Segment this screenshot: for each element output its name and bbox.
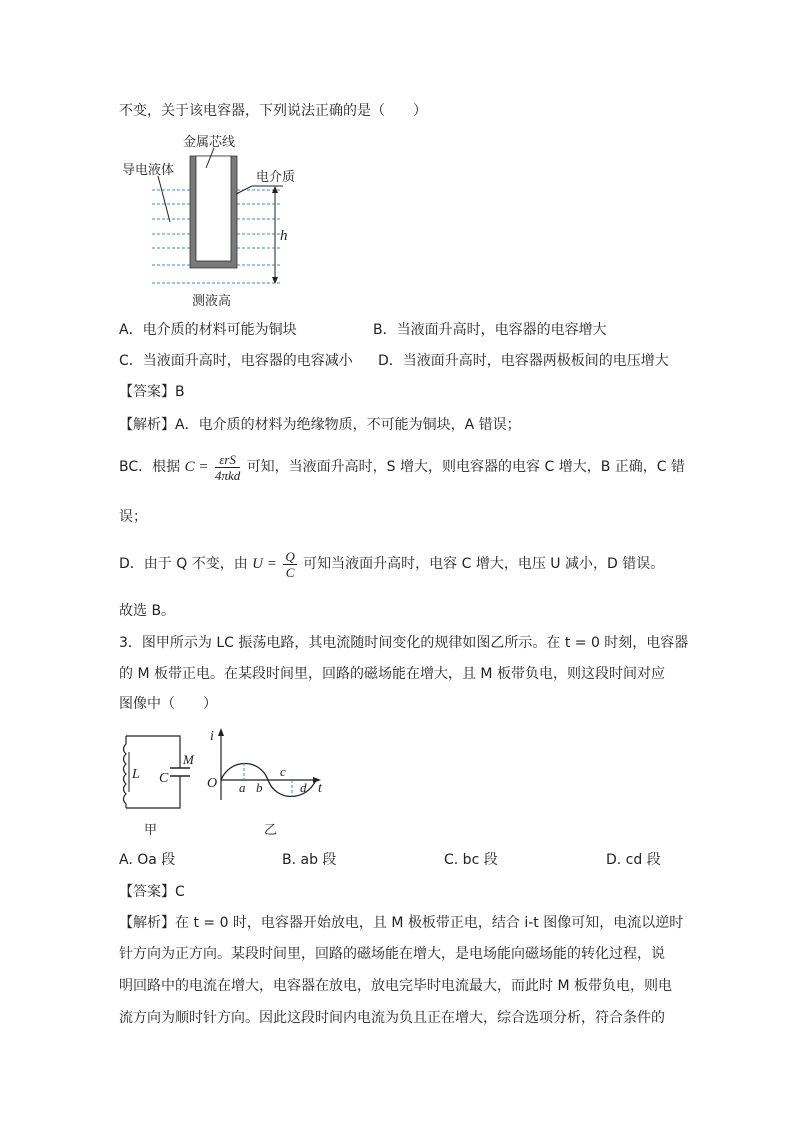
- formula-u-fraction: $\frac{Q}{C}$: [285, 548, 295, 580]
- point-c-label: c: [280, 764, 286, 779]
- point-b-label: b: [256, 780, 263, 795]
- inductor-coil: [124, 736, 127, 808]
- h-label: h: [280, 228, 288, 244]
- q3-stem-line3: 图像中（ ）: [119, 696, 217, 712]
- q3-option-d: D. cd 段: [606, 852, 661, 868]
- point-d-label: d: [300, 780, 307, 795]
- analysis-a-text: A．电介质的材料为绝缘物质，不可能为铜块，A 错误；: [175, 417, 521, 433]
- q3-analysis-line1: 【解析】在 t = 0 时，电容器开始放电，且 M 极板带正电，结合 i-t 图像可知，电流以逆时: [119, 915, 684, 931]
- core-label: 金属芯线: [183, 135, 236, 150]
- q2-stem-tail: 不变，关于该电容器，下列说法正确的是（ ）: [119, 103, 427, 119]
- q3-option-c: C. bc 段: [444, 852, 498, 868]
- i-t-graph-figure: [205, 726, 335, 840]
- origin-label: O: [207, 776, 218, 791]
- caption-yi: 乙: [264, 823, 278, 838]
- caption-jia: 甲: [144, 823, 158, 838]
- q2-option-d: D．当液面升高时，电容器两极板间的电压增大: [378, 353, 669, 369]
- q2-answer: 【答案】B: [119, 384, 185, 400]
- lc-circuit-figure: [114, 728, 204, 840]
- q2-option-c: C．当液面升高时，电容器的电容减小: [119, 353, 353, 369]
- dielectric-label: 电介质: [256, 170, 296, 185]
- analysis-label: 【解析】: [119, 915, 175, 931]
- q3-answer: 【答案】C: [119, 884, 185, 900]
- q3-stem-line2: 的 M 板带正电。在某段时间里，回路的磁场能在增大，且 M 板带负电，则这段时间对应: [119, 666, 665, 682]
- inductor-label: L: [132, 767, 140, 782]
- t-label: t: [318, 781, 322, 796]
- analysis-label: 【解析】: [119, 417, 175, 433]
- q3-option-b: B. ab 段: [282, 852, 337, 868]
- point-a-label: a: [239, 780, 246, 795]
- q3-stem-line1: 3．图甲所示为 LC 振荡电路，其电流随时间变化的规律如图乙所示。在 t = 0 时刻，电容器: [119, 635, 689, 651]
- q2-conclusion: 故选 B。: [119, 603, 176, 619]
- q2-analysis-a: [119, 415, 521, 435]
- q2-analysis-bc-wrap: 误；: [119, 509, 147, 525]
- q3-analysis-line4: 流方向为顺时针方向。因此这段时间内电流为负且正在增大，综合选项分析，符合条件的: [119, 1010, 665, 1026]
- level-gauge-figure: [118, 128, 318, 310]
- figure-caption: 测液高: [192, 294, 232, 309]
- capacitor-label: C: [159, 771, 169, 786]
- plate-m-label: M: [183, 752, 194, 767]
- formula-c-fraction: $\frac{\text{εrS}}{\text{4πkd}}$: [214, 451, 241, 483]
- formula-u-lhs: U =: [252, 556, 277, 572]
- q2-option-a: A．电介质的材料可能为铜块: [119, 322, 297, 338]
- q3-analysis-line3: 明回路中的电流在增大，电容器在放电，放电完毕时电流最大，而此时 M 板带负电，则电: [119, 978, 672, 994]
- metal-core: [196, 156, 231, 261]
- q2-analysis-bc: BC．根据 C = $\frac{\text{εrS}}{\text{4πkd}}$ 可知，当液面升高时，S 增大，则电容器的电容 C 增大，B 正确，C 错: [119, 451, 685, 483]
- q2-analysis-d: D．由于 Q 不变，由 U = $\frac{Q}{C}$ 可知当液面升高时，电容 C 增大，电压 U 减小，D 错误。: [119, 548, 665, 580]
- liquid-label: 导电液体: [122, 163, 175, 178]
- q3-analysis-line2: 针方向为正方向。某段时间里，回路的磁场能在增大，是电场能向磁场能的转化过程，说: [119, 946, 665, 962]
- q3-option-a: A. Oa 段: [119, 852, 176, 868]
- formula-c-lhs: C =: [184, 459, 209, 475]
- i-label: i: [210, 729, 214, 744]
- q2-option-b: B．当液面升高时，电容器的电容增大: [373, 322, 607, 338]
